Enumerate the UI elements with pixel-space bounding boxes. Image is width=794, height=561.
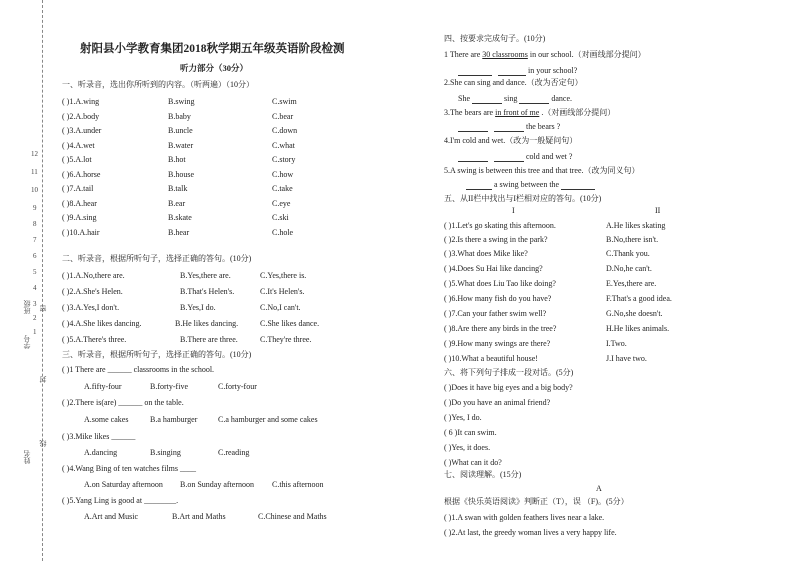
question-item: ( )2.A.body: [62, 112, 100, 121]
question-item: ( )9.A.sing: [62, 213, 97, 222]
option-c: C.eye: [272, 199, 291, 208]
question-item: ( )4.A.wet: [62, 141, 95, 150]
question-item: ( )10.A.hair: [62, 228, 100, 237]
match-question: ( )8.Are there any birds in the tree?: [444, 324, 557, 333]
blank[interactable]: [466, 181, 492, 190]
question-item: ( )2.There is(are) ______ on the table.: [62, 398, 184, 407]
margin-number: 12: [31, 150, 38, 158]
question-item: 5.A swing is between this tree and that tree.（改为同义句）: [444, 166, 640, 175]
page-title: 射阳县小学教育集团2018秋学期五年级英语阶段检测: [80, 43, 345, 55]
passage-label: A: [596, 484, 602, 493]
question-item: ( )5.A.There's three.: [62, 335, 127, 344]
judge-item: ( )1.A swan with golden feathers lives near a lake.: [444, 513, 605, 522]
option-c: C.take: [272, 184, 293, 193]
question-item: ( )1 There are ______ classrooms in the school.: [62, 365, 215, 374]
margin-number: 7: [33, 236, 37, 244]
column-label: II: [655, 206, 661, 215]
option-b: B.singing: [150, 448, 181, 457]
section-heading: 四、按要求完成句子。(10分): [444, 34, 546, 43]
answer-line: [458, 66, 577, 76]
binding-line: [42, 0, 43, 561]
option-c: C.hole: [272, 228, 294, 237]
match-question: ( )3.What does Mike like?: [444, 249, 528, 258]
section-heading: 七、阅读理解。(15分): [444, 470, 522, 479]
option-a: A.Art and Music: [84, 512, 138, 521]
option-b: B.a hamburger: [150, 415, 198, 424]
blank[interactable]: [494, 153, 524, 162]
question-item: ( )4.Wang Bing of ten watches films ____: [62, 464, 196, 473]
option-c: C.reading: [218, 448, 250, 457]
answer-line: [466, 180, 595, 190]
option-c: C.They're three.: [260, 335, 312, 344]
option-b: B.Yes,I do.: [180, 303, 216, 312]
q-text: 3.The bears are: [444, 108, 494, 117]
question-item: ( )2.A.She's Helen.: [62, 287, 123, 296]
question-item: ( )6.A.horse: [62, 170, 101, 179]
q-text: a swing between the: [494, 180, 560, 189]
question-item: ( )1.A.wing: [62, 97, 100, 106]
option-b: B.house: [168, 170, 194, 179]
match-answer: H.He likes animals.: [606, 324, 670, 333]
blank[interactable]: [458, 67, 492, 76]
underlined-text: 30 classrooms: [482, 50, 528, 59]
judge-item: ( )2.At last, the greedy woman lives a very happy life.: [444, 528, 617, 537]
option-b: B.baby: [168, 112, 191, 121]
q-text: in our school.（对画线部分提问）: [529, 50, 646, 59]
match-answer: F.That's a good idea.: [606, 294, 672, 303]
match-question: ( )4.Does Su Hai like dancing?: [444, 264, 543, 273]
option-b: B.Art and Maths: [172, 512, 226, 521]
name-label: 姓名: [23, 450, 31, 464]
option-c: C.story: [272, 155, 296, 164]
q-text: cold and wet ?: [526, 152, 573, 161]
dialogue-line: ( )Does it have big eyes and a big body?: [444, 383, 573, 392]
option-b: B.talk: [168, 184, 188, 193]
option-c: C.forty-four: [218, 382, 257, 391]
question-item: ( )5.Yang Ling is good at ________.: [62, 496, 179, 505]
answer-line: [458, 94, 572, 104]
blank[interactable]: [561, 181, 595, 190]
match-question: ( )7.Can your father swim well?: [444, 309, 547, 318]
margin-number: 11: [31, 168, 38, 176]
match-answer: A.He likes skating: [606, 221, 666, 230]
answer-line: [458, 122, 560, 132]
section-heading: 一、听录音，选出你所听到的内容。（听两遍）（10分）: [62, 80, 254, 89]
option-b: B.That's Helen's.: [180, 287, 235, 296]
option-c: C.Yes,there is.: [260, 271, 307, 280]
q-text: the bears ?: [526, 122, 561, 131]
option-c: C.No,I can't.: [260, 303, 301, 312]
option-c: C.what: [272, 141, 295, 150]
option-a: A.some cakes: [84, 415, 129, 424]
question-item: [444, 108, 615, 118]
question-item: 4.I'm cold and wet.（改为一般疑问句）: [444, 136, 578, 145]
class-label: 班级: [23, 300, 31, 314]
match-question: ( )10.What a beautiful house!: [444, 354, 538, 363]
match-question: ( )6.How many fish do you have?: [444, 294, 552, 303]
margin-number: 3: [33, 300, 37, 308]
blank[interactable]: [458, 123, 488, 132]
q-text: .（对画线部分提问）: [541, 108, 616, 117]
q-text: sing: [504, 94, 518, 103]
match-answer: G.No,she doesn't.: [606, 309, 663, 318]
question-item: [444, 50, 646, 60]
option-c: C.how: [272, 170, 294, 179]
match-answer: I.Two.: [606, 339, 627, 348]
margin-number: 1: [33, 328, 37, 336]
match-question: ( )1.Let's go skating this afternoon.: [444, 221, 556, 230]
section-heading: 二、听录音，根据所听句子，选择正确的答句。(10分): [62, 254, 252, 263]
option-c: C.swim: [272, 97, 297, 106]
section-heading: 六、将下列句子排成一段对话。(5分): [444, 368, 574, 377]
margin-number: 10: [31, 186, 38, 194]
student-no-label: 学号: [23, 335, 31, 349]
answer-line: [458, 152, 572, 162]
dialogue-line: ( )What can it do?: [444, 458, 502, 467]
section-heading: 三、听录音，根据所听句子，选择正确的答句。(10分): [62, 350, 252, 359]
question-item: ( )5.A.lot: [62, 155, 92, 164]
section-heading: 五、从II栏中找出与I栏相对应的答句。(10分): [444, 194, 602, 203]
dialogue-line: ( )Do you have an animal friend?: [444, 398, 551, 407]
margin-number: 9: [33, 204, 37, 212]
match-answer: D.No,he can't.: [606, 264, 652, 273]
instruction: 根据《快乐英语阅读》判断正（T），误 （F)。(5分）: [444, 497, 629, 506]
option-b: B.swing: [168, 97, 195, 106]
question-item: ( )4.A.She likes dancing.: [62, 319, 142, 328]
question-item: ( )1.A.No,there are.: [62, 271, 125, 280]
option-b: B.Yes,there are.: [180, 271, 231, 280]
option-b: B.hear: [168, 228, 190, 237]
option-c: C.bear: [272, 112, 294, 121]
match-question: ( )9.How many swings are there?: [444, 339, 551, 348]
option-a: A.on Saturday afternoon: [84, 480, 163, 489]
match-answer: B.No,there isn't.: [606, 235, 659, 244]
match-answer: E.Yes,there are.: [606, 279, 657, 288]
margin-number: 2: [33, 314, 37, 322]
option-c: C.a hamburger and some cakes: [218, 415, 318, 424]
question-item: 2.She can sing and dance.（改为否定句）: [444, 78, 583, 87]
blank[interactable]: [458, 153, 488, 162]
margin-number: 5: [33, 268, 37, 276]
option-b: B.uncle: [168, 126, 193, 135]
section-subtitle: 听力部分（30分）: [180, 63, 249, 73]
question-item: ( )3.A.Yes,I don't.: [62, 303, 120, 312]
blank[interactable]: [472, 95, 502, 104]
dialogue-line: ( 6 )It can swim.: [444, 428, 497, 437]
q-text: dance.: [551, 94, 572, 103]
dialogue-line: ( )Yes, it does.: [444, 443, 491, 452]
underlined-text: in front of me: [495, 108, 540, 117]
match-answer: J.I have two.: [606, 354, 647, 363]
question-item: ( )3.Mike likes ______: [62, 432, 136, 441]
option-b: B.forty-five: [150, 382, 188, 391]
dialogue-line: ( )Yes, I do.: [444, 413, 482, 422]
blank[interactable]: [519, 95, 549, 104]
option-a: A.fifty-four: [84, 382, 122, 391]
option-b: B.There are three.: [180, 335, 238, 344]
option-b: B.ear: [168, 199, 186, 208]
question-item: ( )7.A.tail: [62, 184, 94, 193]
option-c: C.Chinese and Maths: [258, 512, 327, 521]
seal-word: 线: [39, 440, 47, 447]
seal-word: 封: [39, 376, 47, 383]
option-b: B.hot: [168, 155, 186, 164]
option-b: B.skate: [168, 213, 192, 222]
option-c: C.down: [272, 126, 298, 135]
option-c: C.It's Helen's.: [260, 287, 305, 296]
match-question: ( )2.Is there a swing in the park?: [444, 235, 548, 244]
option-b: B.on Sunday afternoon: [180, 480, 254, 489]
blank[interactable]: [498, 67, 526, 76]
option-a: A.dancing: [84, 448, 118, 457]
option-c: C.this afternoon: [272, 480, 324, 489]
question-item: ( )8.A.hear: [62, 199, 97, 208]
seal-word: 密: [39, 305, 47, 312]
column-label: I: [512, 206, 515, 215]
option-b: B.water: [168, 141, 194, 150]
margin-number: 8: [33, 220, 37, 228]
margin-number: 6: [33, 252, 37, 260]
option-c: C.She likes dance.: [260, 319, 320, 328]
option-c: C.ski: [272, 213, 289, 222]
question-item: ( )3.A.under: [62, 126, 102, 135]
q-text: in your school?: [528, 66, 578, 75]
margin-number: 4: [33, 284, 37, 292]
match-question: ( )5.What does Liu Tao like doing?: [444, 279, 556, 288]
q-text: She: [458, 94, 470, 103]
q-text: 1 There are: [444, 50, 481, 59]
blank[interactable]: [494, 123, 524, 132]
match-answer: C.Thank you.: [606, 249, 650, 258]
option-b: B.He likes dancing.: [175, 319, 239, 328]
